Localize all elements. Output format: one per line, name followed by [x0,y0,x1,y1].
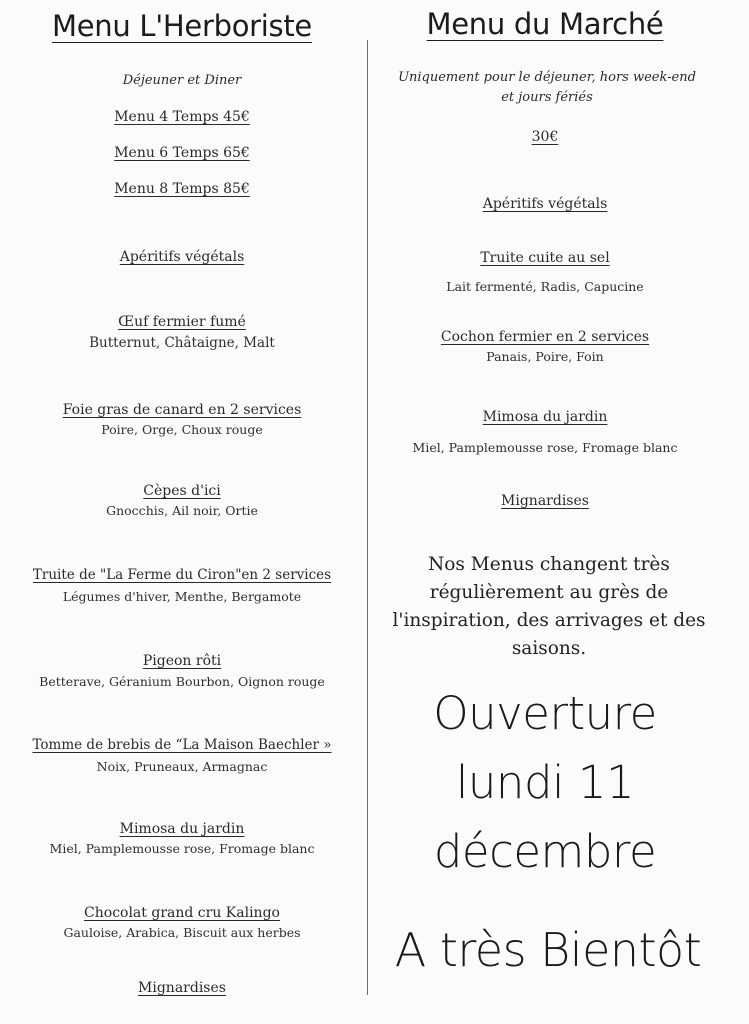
left-course-desc: Gauloise, Arabica, Biscuit aux herbes [63,925,301,940]
left-course-dish: Pigeon rôti [142,653,222,669]
left-course-desc: Noix, Pruneaux, Armagnac [96,759,268,774]
see-you-soon: A très Bientôt [394,923,702,977]
opening-line-3: décembre [433,825,657,878]
left-course-desc: Légumes d'hiver, Menthe, Bergamote [62,589,302,604]
left-menu-subtitle: Déjeuner et Diner [122,73,242,88]
left-course-dish: Chocolat grand cru Kalingo [84,905,280,921]
left-course-desc: Betterave, Géranium Bourbon, Oignon rouge [39,674,325,689]
column-divider [367,40,368,995]
left-menu-option: Menu 6 Temps 65€ [114,145,250,161]
right-course-dish: Cochon fermier en 2 services [440,329,650,345]
left-course-desc: Poire, Orge, Choux rouge [101,422,263,437]
left-course-desc: Miel, Pamplemousse rose, Fromage blanc [49,841,315,856]
right-menu-price: 30€ [531,129,559,145]
left-menu-title: Menu L'Herboriste [52,9,312,43]
left-mignardises: Mignardises [138,980,226,996]
left-course-dish: Œuf fermier fumé [118,314,246,330]
left-course-desc: Butternut, Châtaigne, Malt [89,335,275,351]
left-menu-option: Menu 8 Temps 85€ [114,181,250,197]
right-aperitif: Apéritifs végétals [482,196,608,212]
right-menu-subtitle: Uniquement pour le déjeuner, hors week-end et jours fériés [398,70,696,105]
left-course-dish: Cèpes d'ici [143,483,221,499]
left-aperitif: Apéritifs végétals [119,249,245,265]
right-course-desc: Miel, Pamplemousse rose, Fromage blanc [412,440,678,455]
opening-line-1: Ouverture [433,687,657,740]
right-course-dish: Truite cuite au sel [480,250,610,266]
left-course-dish: Truite de "La Ferme du Ciron"en 2 services [32,567,332,583]
left-course-desc: Gnocchis, Ail noir, Ortie [106,503,258,518]
left-course-dish: Tomme de brebis de “La Maison Baechler » [32,737,332,753]
right-course-desc: Panais, Poire, Foin [486,349,604,364]
menus-change-note: Nos Menus changent très régulièrement au grès de l'inspiration, des arrivages et des saisons. [392,554,706,659]
left-course-dish: Foie gras de canard en 2 services [62,402,302,418]
right-course-dish: Mimosa du jardin [482,409,608,425]
opening-line-2: lundi 11 [455,756,635,809]
left-course-dish: Mimosa du jardin [119,821,245,837]
right-menu-title: Menu du Marché [426,7,664,41]
left-menu-option: Menu 4 Temps 45€ [114,109,250,125]
right-course-desc: Lait fermenté, Radis, Capucine [446,279,644,294]
right-mignardises: Mignardises [501,493,589,509]
